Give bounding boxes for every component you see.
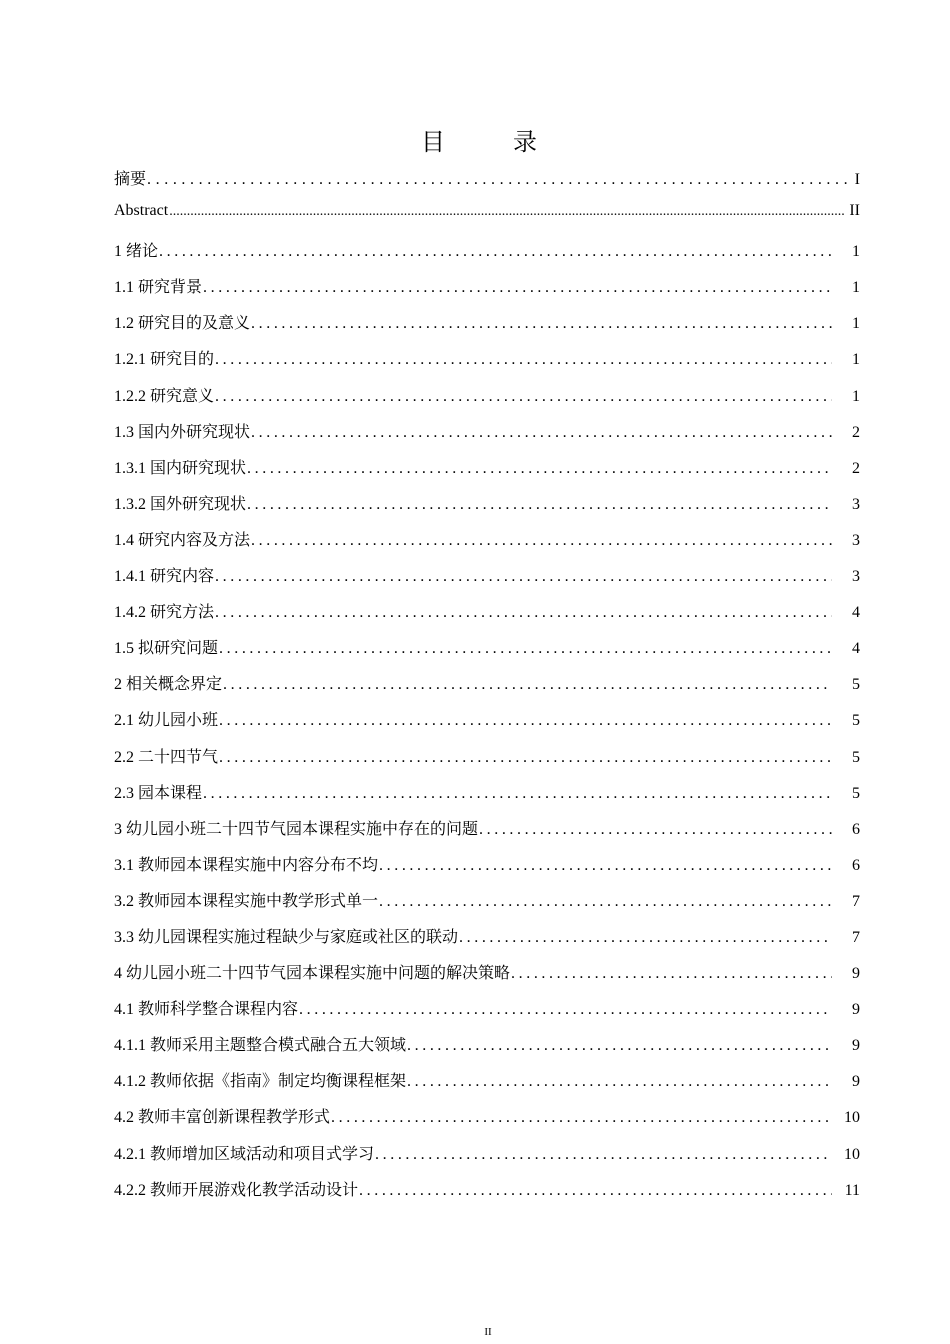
toc-title: 目 录 — [421, 128, 559, 156]
toc-entry-page: 1 — [852, 387, 860, 405]
toc-entry[interactable] — [114, 744, 860, 780]
toc-entry-page: 9 — [852, 1001, 860, 1019]
toc-entry-label: Abstract — [114, 202, 169, 220]
toc-entry-page: 1 — [852, 279, 860, 297]
toc-entry-label: 4.1 教师科学整合课程内容 — [114, 1001, 299, 1019]
toc-entry[interactable] — [114, 238, 860, 274]
toc-entry-label: 1.2.1 研究目的 — [114, 351, 215, 369]
toc-dot-leader — [459, 929, 832, 947]
toc-entry[interactable] — [114, 852, 860, 888]
toc-entry-label: 1.1 研究背景 — [114, 279, 203, 297]
toc-entry-page: 1 — [852, 315, 860, 333]
toc-dot-leader — [299, 1001, 832, 1019]
toc-dot-leader — [379, 893, 832, 911]
toc-entry-label: 4 幼儿园小班二十四节气园本课程实施中问题的解决策略 — [114, 965, 511, 983]
toc-dot-leader — [359, 1182, 832, 1200]
toc-entry[interactable] — [114, 491, 860, 527]
toc-entry-page: 9 — [852, 965, 860, 983]
toc-entry-page: 1 — [852, 243, 860, 261]
toc-entry-label: 1.2 研究目的及意义 — [114, 315, 251, 333]
toc-entry-page: I — [854, 171, 860, 188]
toc-dot-leader — [331, 1109, 832, 1127]
toc-entry-label: 2.2 二十四节气 — [114, 748, 219, 766]
toc-entry[interactable] — [114, 202, 860, 238]
toc-dot-leader — [479, 821, 832, 839]
toc-dot-leader — [247, 460, 832, 478]
toc-dot-leader — [215, 604, 832, 622]
toc-dot-leader — [407, 1073, 832, 1091]
toc-entry[interactable] — [114, 419, 860, 455]
toc-entry-page: 9 — [852, 1073, 860, 1091]
toc-entry-label: 3.1 教师园本课程实施中内容分布不均 — [114, 856, 379, 874]
toc-entry-page: 7 — [852, 928, 860, 946]
toc-entry-page: 5 — [852, 676, 860, 694]
toc-dot-leader — [159, 243, 832, 261]
toc-entry[interactable] — [114, 888, 860, 924]
toc-entry-page: 7 — [852, 892, 860, 910]
toc-entry-label: 1.2.2 研究意义 — [114, 387, 215, 405]
toc-entry-page: 2 — [852, 459, 860, 477]
toc-entry[interactable] — [114, 1104, 860, 1140]
toc-entry-page: II — [849, 202, 860, 220]
toc-entry-page: 2 — [852, 423, 860, 441]
toc-dot-leader — [223, 676, 832, 694]
toc-dot-leader — [375, 1146, 832, 1164]
toc-entry-page: 10 — [844, 1145, 860, 1163]
toc-entry[interactable] — [114, 310, 860, 346]
toc-dot-leader — [215, 351, 832, 369]
toc-entry[interactable] — [114, 599, 860, 635]
toc-entry-label: 4.2.1 教师增加区域活动和项目式学习 — [114, 1145, 375, 1163]
toc-entry[interactable] — [114, 1068, 860, 1104]
toc-entry-page: 4 — [852, 640, 860, 658]
toc-dot-leader — [219, 712, 832, 730]
toc-dot-leader — [219, 749, 832, 767]
toc-entry-label: 1.5 拟研究问题 — [114, 640, 219, 658]
toc-dot-leader — [511, 965, 832, 983]
toc-dot-leader — [407, 1037, 832, 1055]
toc-entry[interactable] — [114, 635, 860, 671]
toc-entry[interactable] — [114, 780, 860, 816]
toc-entry-page: 6 — [852, 820, 860, 838]
toc-entry-label: 1.3.1 国内研究现状 — [114, 459, 247, 477]
toc-entry-page: 5 — [852, 784, 860, 802]
toc-entry[interactable] — [114, 924, 860, 960]
toc-entry-label: 1 绪论 — [114, 243, 159, 261]
toc-dot-leader — [203, 785, 832, 803]
toc-entry-label: 1.4.1 研究内容 — [114, 568, 215, 586]
toc-entry-label: 2.3 园本课程 — [114, 784, 203, 802]
toc-entry-label: 2 相关概念界定 — [114, 676, 223, 694]
toc-entry-label: 3.3 幼儿园课程实施过程缺少与家庭或社区的联动 — [114, 928, 459, 946]
toc-entry-label: 1.4.2 研究方法 — [114, 604, 215, 622]
toc-entry-page: 1 — [852, 351, 860, 369]
toc-entry[interactable] — [114, 563, 860, 599]
toc-list — [114, 166, 860, 1213]
toc-entry[interactable] — [114, 1032, 860, 1068]
toc-entry-label: 4.1.2 教师依据《指南》制定均衡课程框架 — [114, 1073, 407, 1091]
toc-dot-leader — [379, 857, 832, 875]
toc-entry-label: 1.3.2 国外研究现状 — [114, 495, 247, 513]
toc-entry-page: 5 — [852, 748, 860, 766]
toc-entry-label: 3 幼儿园小班二十四节气园本课程实施中存在的问题 — [114, 820, 479, 838]
toc-dot-leader — [147, 171, 851, 189]
toc-entry-label: 1.3 国内外研究现状 — [114, 423, 251, 441]
toc-entry[interactable] — [114, 274, 860, 310]
toc-entry[interactable] — [114, 166, 860, 202]
toc-entry-page: 6 — [852, 856, 860, 874]
toc-entry[interactable] — [114, 707, 860, 743]
toc-entry[interactable] — [114, 383, 860, 419]
toc-entry-page: 3 — [852, 495, 860, 513]
toc-entry[interactable] — [114, 960, 860, 996]
toc-entry-page: 3 — [852, 568, 860, 586]
toc-entry-page: 3 — [852, 531, 860, 549]
toc-dot-leader — [169, 204, 845, 220]
toc-entry[interactable] — [114, 671, 860, 707]
toc-entry-page: 5 — [852, 712, 860, 730]
toc-entry-label: 1.4 研究内容及方法 — [114, 531, 251, 549]
toc-dot-leader — [203, 279, 832, 297]
toc-dot-leader — [251, 424, 832, 442]
toc-entry-label: 3.2 教师园本课程实施中教学形式单一 — [114, 892, 379, 910]
toc-entry[interactable] — [114, 996, 860, 1032]
toc-entry[interactable] — [114, 527, 860, 563]
toc-entry-label: 2.1 幼儿园小班 — [114, 712, 219, 730]
toc-entry-page: 4 — [852, 604, 860, 622]
toc-dot-leader — [215, 388, 832, 406]
toc-entry-page: 9 — [852, 1037, 860, 1055]
toc-entry[interactable] — [114, 1141, 860, 1177]
toc-entry[interactable] — [114, 816, 860, 852]
toc-entry[interactable] — [114, 1177, 860, 1213]
toc-dot-leader — [251, 315, 832, 333]
toc-entry[interactable] — [114, 346, 860, 382]
toc-dot-leader — [247, 496, 832, 514]
toc-entry-label: 4.1.1 教师采用主题整合模式融合五大领域 — [114, 1037, 407, 1055]
toc-entry-page: 10 — [844, 1109, 860, 1127]
toc-entry-label: 4.2.2 教师开展游戏化教学活动设计 — [114, 1181, 359, 1199]
toc-dot-leader — [219, 640, 832, 658]
toc-dot-leader — [215, 568, 832, 586]
toc-entry-label: 摘要 — [114, 171, 147, 188]
toc-entry-label: 4.2 教师丰富创新课程教学形式 — [114, 1109, 331, 1127]
toc-entry[interactable] — [114, 455, 860, 491]
toc-dot-leader — [251, 532, 832, 550]
page-number: II — [484, 1326, 492, 1338]
toc-entry-page: 11 — [844, 1181, 860, 1199]
